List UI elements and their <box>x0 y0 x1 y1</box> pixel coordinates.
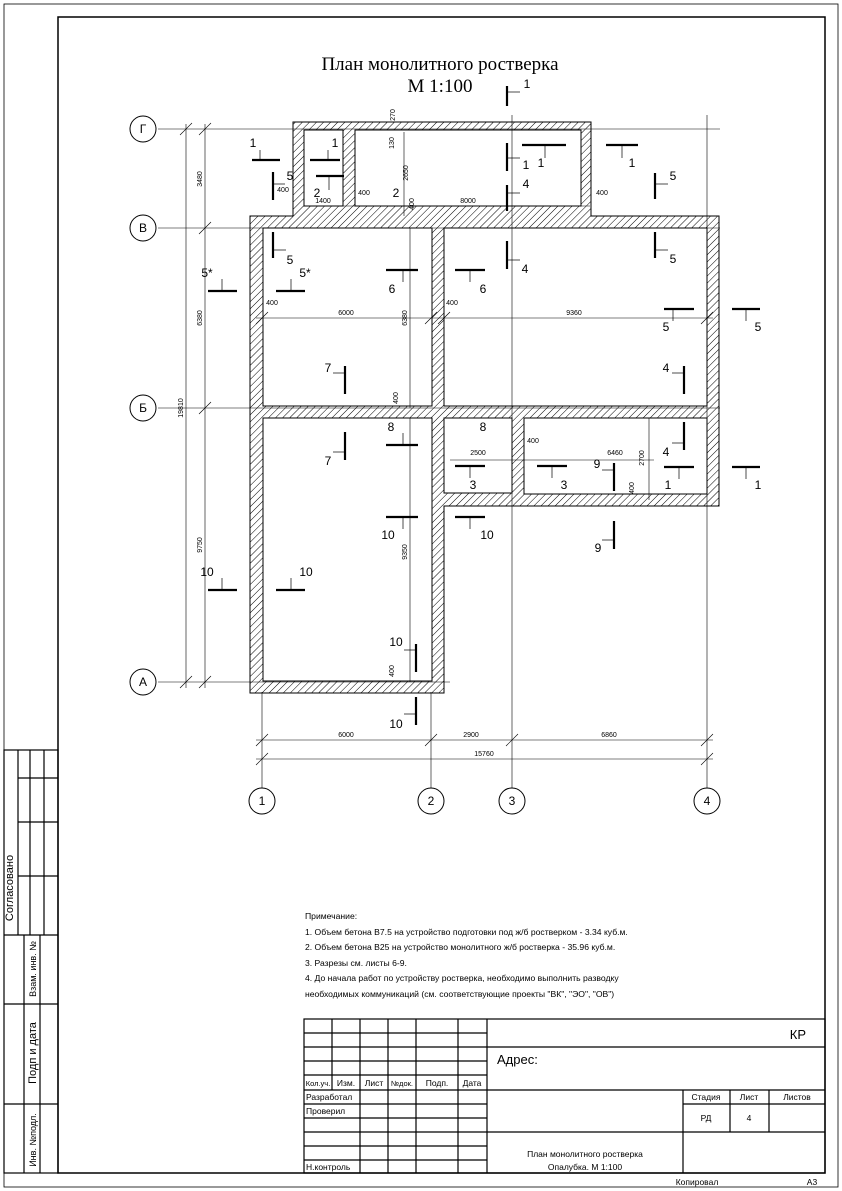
axis-label-g: Г <box>139 122 147 136</box>
section-label: 8 <box>387 420 395 434</box>
dim-400-a: 400 <box>277 187 289 194</box>
dim-130: 130 <box>389 137 396 149</box>
section-label: 4 <box>521 262 529 276</box>
section-label: 8 <box>479 420 487 434</box>
dim-400-f: 400 <box>527 438 539 445</box>
section-label: 5 <box>286 169 294 183</box>
side-inv: Инв. №подл. <box>28 1113 38 1167</box>
dim-400-b: 400 <box>358 190 370 197</box>
tb-code: КР <box>789 1027 806 1042</box>
note-item: необходимых коммуникаций (см. соответствующие проекты "ВК", "ЭО", "ОВ") <box>305 988 615 999</box>
section-label: 1 <box>249 136 257 150</box>
section-label: 6 <box>479 282 487 296</box>
drawing-title-line2: М 1:100 <box>407 76 473 97</box>
section-label: 3 <box>560 478 568 492</box>
section-label: 10 <box>381 528 395 542</box>
dim-9350: 9350 <box>402 544 409 560</box>
section-label: 10 <box>389 635 403 649</box>
dim-row-ba: 9750 <box>197 537 204 553</box>
tb-col-list: Лист <box>364 1078 384 1088</box>
section-label: 5 <box>662 320 670 334</box>
dim-bottom-1-2: 6000 <box>338 732 354 739</box>
section-label: 10 <box>200 565 214 579</box>
section-label: 7 <box>324 361 332 375</box>
section-label: 5 <box>754 320 762 334</box>
section-label: 1 <box>754 478 762 492</box>
dim-bottom-2-3: 2900 <box>463 732 479 739</box>
dim-400-h: 400 <box>393 392 400 404</box>
dim-400-e: 400 <box>446 300 458 307</box>
section-label: 9 <box>593 457 601 471</box>
side-podp: Подп и дата <box>27 1022 39 1084</box>
note-item: 3. Разрезы см. листы 6-9. <box>305 957 407 968</box>
tb-sheet-header: Лист <box>739 1092 759 1102</box>
dim-bottom-3-4: 6860 <box>601 732 617 739</box>
dim-row-gv: 3480 <box>197 171 204 187</box>
dim-6460: 6460 <box>607 450 623 457</box>
dim-bottom-total: 15760 <box>474 751 494 758</box>
outer-frame <box>4 4 838 1187</box>
section-label: 5* <box>299 266 311 280</box>
section-label: 1 <box>537 156 545 170</box>
note-item: 1. Объем бетона В7.5 на устройство подготовки под ж/б ростверком - 3.34 куб.м. <box>305 926 628 937</box>
dim-2650: 2650 <box>403 165 410 181</box>
tb-sheet: 4 <box>746 1113 752 1123</box>
section-label: 4 <box>662 445 670 459</box>
section-label: 1 <box>522 158 530 172</box>
section-label: 1 <box>664 478 672 492</box>
axis-label-4: 4 <box>703 794 711 808</box>
section-label: 6 <box>388 282 396 296</box>
section-label: 5* <box>201 266 213 280</box>
section-label: 5 <box>286 253 294 267</box>
drawing-title-line1: План монолитного ростверка <box>321 54 559 75</box>
dim-6380: 6380 <box>402 310 409 326</box>
tb-copied: Копировал <box>675 1177 719 1187</box>
section-label: 9 <box>594 541 602 555</box>
note-item: 4. До начала работ по устройству ростверка, необходимо выполнить разводку <box>305 973 619 983</box>
tb-drawing-name-2: Опалубка. М 1:100 <box>547 1162 623 1172</box>
dim-1400: 1400 <box>315 198 331 205</box>
section-label: 2 <box>313 186 321 200</box>
dim-2700: 2700 <box>639 450 646 466</box>
tb-col-koluch: Кол.уч. <box>305 1079 331 1088</box>
dim-400-j: 400 <box>629 482 636 494</box>
dim-400-c: 400 <box>596 190 608 197</box>
note-item: 2. Объем бетона В25 на устройство монолитного ж/б ростверка - 35.96 куб.м. <box>305 942 616 952</box>
section-label: 1 <box>523 77 531 91</box>
foundation-plan <box>250 122 719 693</box>
tb-role-developer: Разработал <box>306 1092 353 1102</box>
notes <box>305 909 765 1002</box>
section-label: 1 <box>628 156 636 170</box>
section-label: 7 <box>324 454 332 468</box>
side-agreed: Согласовано <box>4 854 16 922</box>
section-label: 3 <box>469 478 477 492</box>
tb-stage: РД <box>700 1113 712 1123</box>
dim-400-i: 400 <box>389 665 396 677</box>
tb-col-data: Дата <box>462 1078 482 1088</box>
section-label: 10 <box>299 565 313 579</box>
tb-address: Адрес: <box>497 1052 538 1067</box>
section-label: 4 <box>522 177 530 191</box>
dim-270: 270 <box>390 109 397 121</box>
side-vzam: Взам. инв. № <box>28 941 38 997</box>
dim-row-vb: 6380 <box>197 310 204 326</box>
section-label: 5 <box>669 252 677 266</box>
dim-2500: 2500 <box>470 450 486 457</box>
notes-heading: Примечание: <box>305 911 358 921</box>
tb-col-podp: Подп. <box>425 1078 449 1088</box>
tb-col-izm: Изм. <box>336 1078 356 1088</box>
tb-col-ndok: №док. <box>391 1079 413 1088</box>
dim-400-d: 400 <box>266 300 278 307</box>
dim-total-height: 19810 <box>178 398 185 418</box>
axis-label-v: В <box>138 221 148 235</box>
tb-role-ncontrol: Н.контроль <box>306 1162 351 1172</box>
drawing-title <box>250 54 630 98</box>
dim-6000: 6000 <box>338 310 354 317</box>
tb-format: А3 <box>806 1177 818 1187</box>
section-label: 4 <box>662 361 670 375</box>
tb-stage-header: Стадия <box>691 1092 721 1102</box>
axis-label-1: 1 <box>258 794 266 808</box>
axis-label-3: 3 <box>508 794 516 808</box>
section-label: 10 <box>480 528 494 542</box>
section-label: 2 <box>392 186 400 200</box>
section-label: 10 <box>389 717 403 731</box>
dim-400-g: 400 <box>409 198 416 210</box>
axis-label-a: А <box>138 675 148 689</box>
section-label: 1 <box>331 136 339 150</box>
tb-drawing-name-1: План монолитного ростверка <box>527 1149 643 1159</box>
axis-label-2: 2 <box>427 794 435 808</box>
section-label: 5 <box>669 169 677 183</box>
axis-label-b: Б <box>139 401 147 415</box>
tb-role-checker: Проверил <box>306 1106 346 1116</box>
tb-sheets-header: Листов <box>783 1092 811 1102</box>
dim-9360: 9360 <box>566 310 582 317</box>
dim-8000: 8000 <box>460 198 476 205</box>
